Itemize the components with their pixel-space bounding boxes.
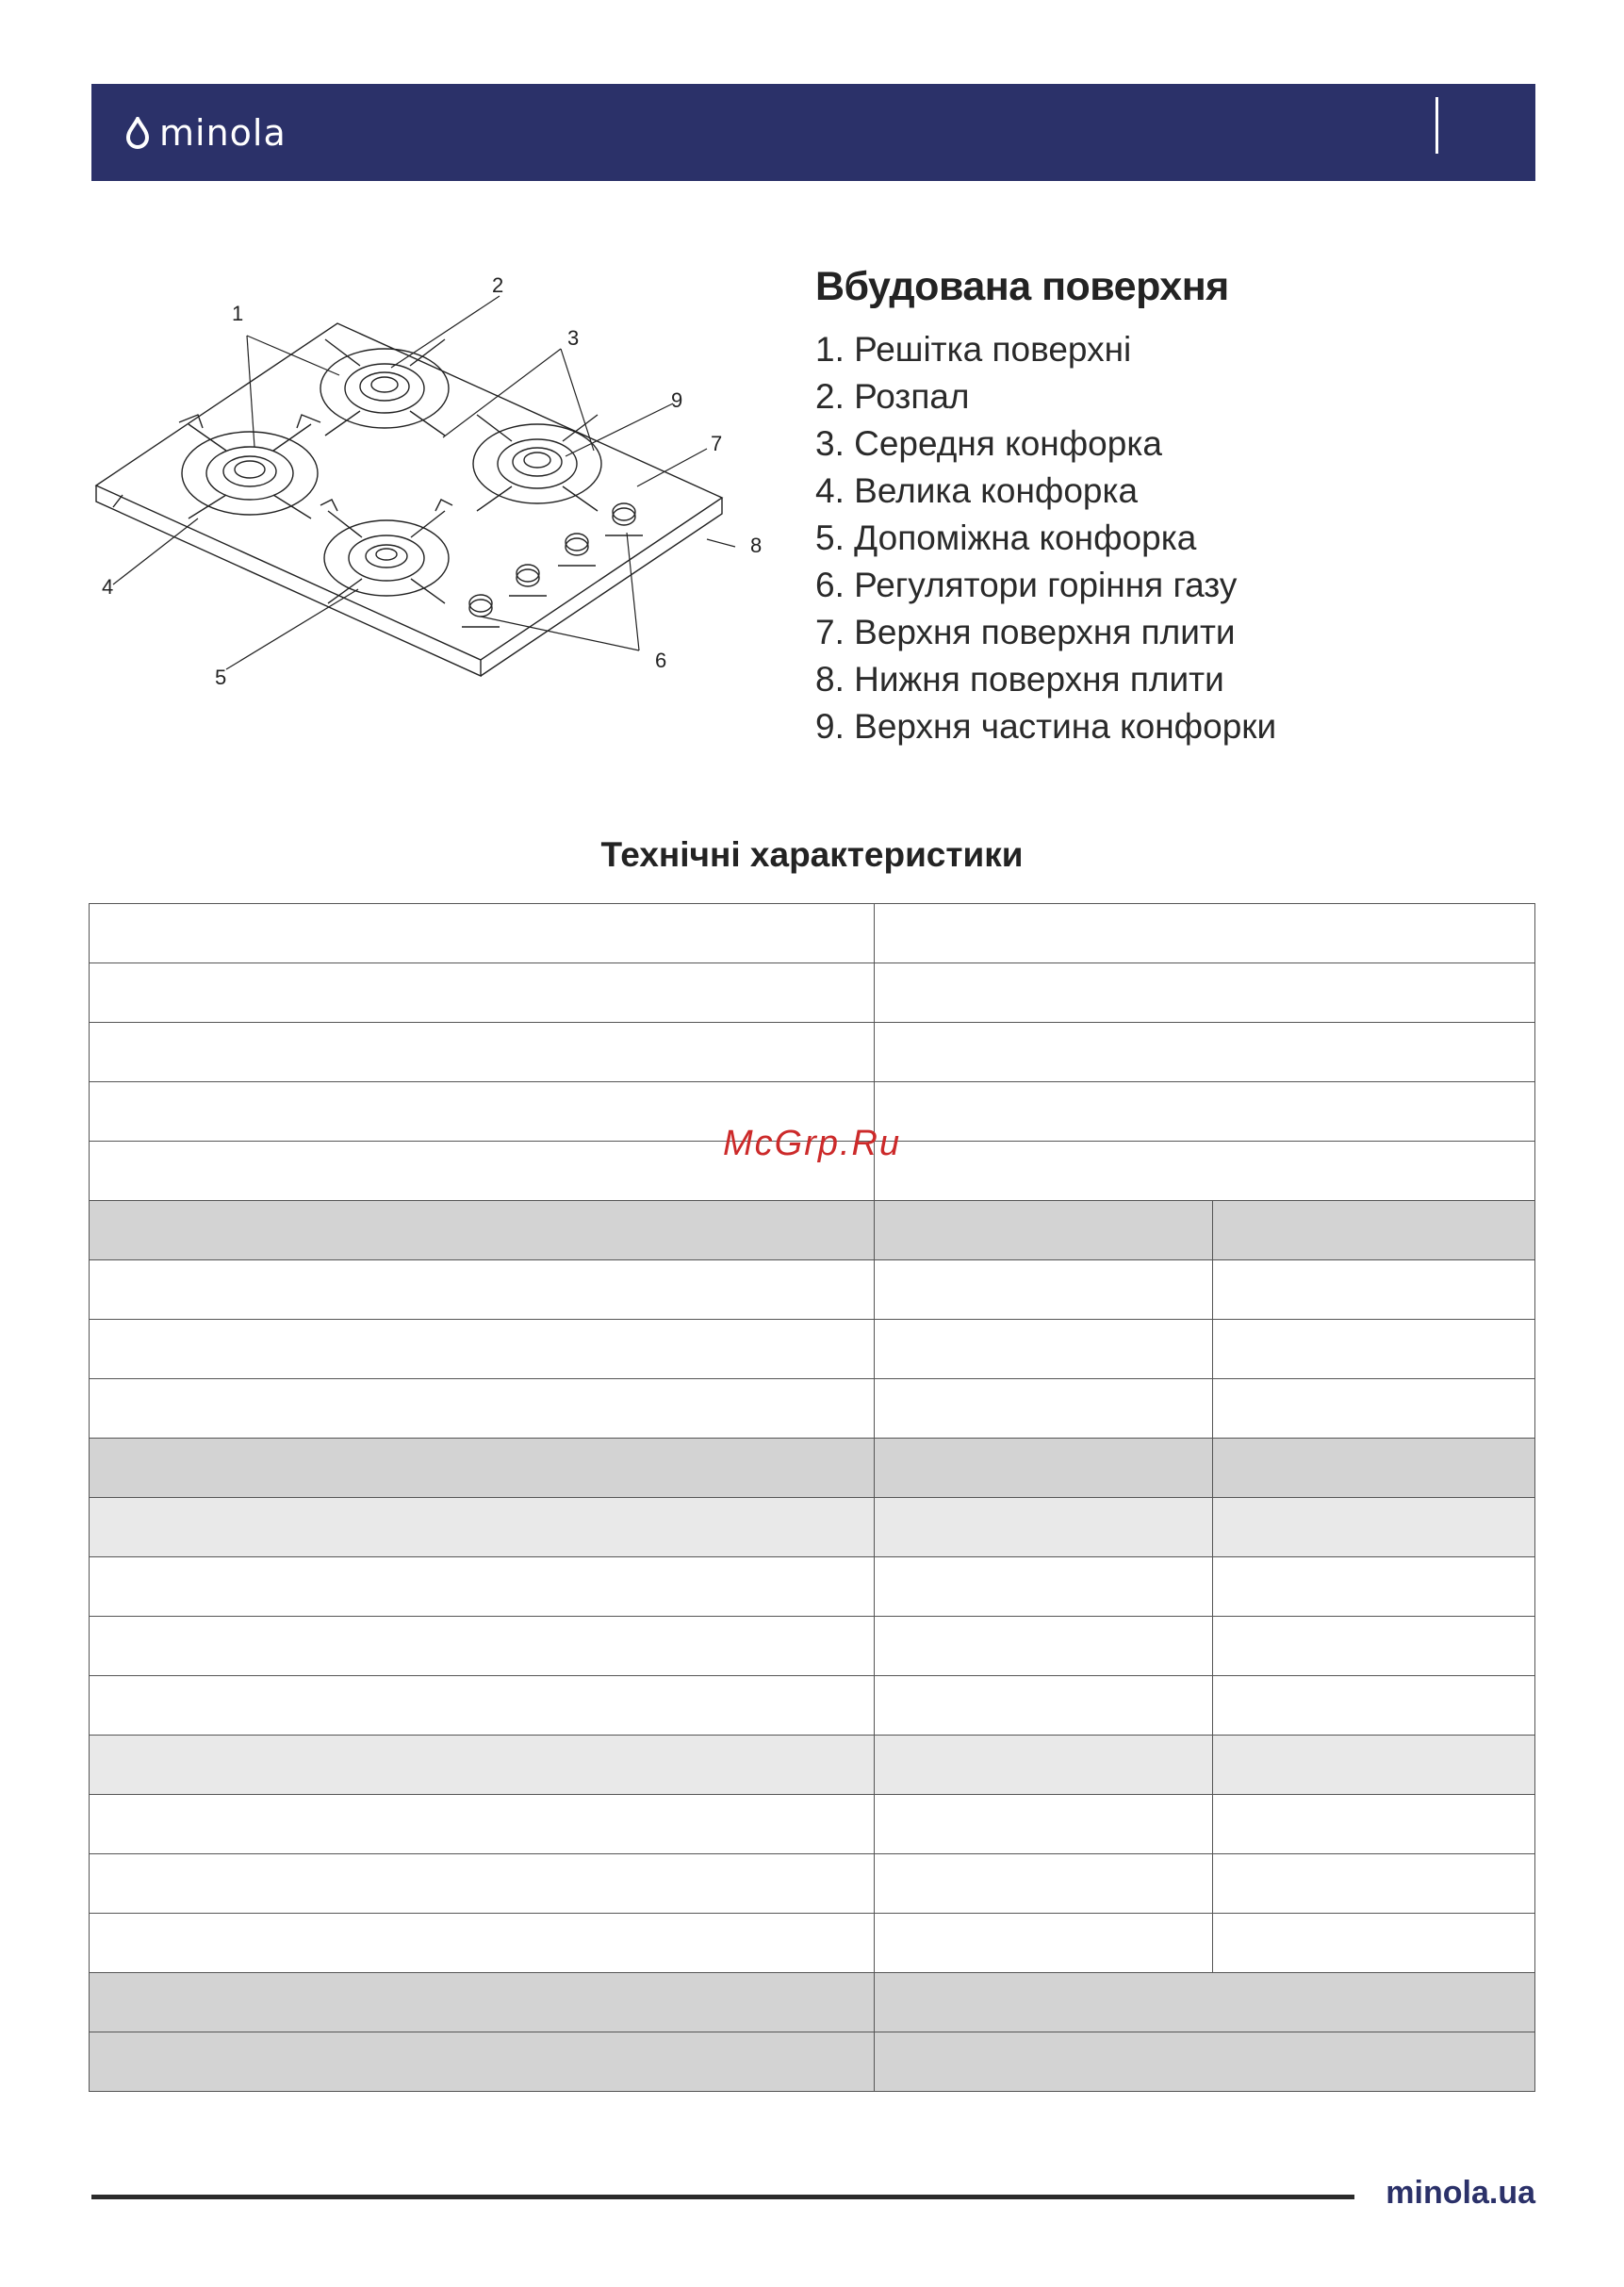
table-cell	[1213, 1439, 1535, 1498]
table-cell	[875, 1082, 1535, 1142]
table-cell	[875, 1023, 1535, 1082]
brand-logo[interactable]	[125, 112, 287, 154]
table-row	[90, 2032, 1535, 2092]
table-cell	[90, 1201, 875, 1260]
table-row	[90, 1676, 1535, 1736]
table-cell	[90, 1439, 875, 1498]
table-cell	[90, 2032, 875, 2092]
callout-1: 1	[232, 302, 244, 325]
table-cell	[90, 1498, 875, 1557]
table-cell	[1213, 1854, 1535, 1914]
table-cell	[875, 1320, 1213, 1379]
drop-icon	[125, 117, 150, 149]
callout-3: 3	[567, 326, 580, 350]
table-row	[90, 1260, 1535, 1320]
table-row	[90, 1557, 1535, 1617]
table-cell	[90, 1854, 875, 1914]
table-cell	[875, 1854, 1213, 1914]
table-cell	[875, 1914, 1213, 1973]
table-cell	[1213, 1320, 1535, 1379]
table-cell	[90, 1023, 875, 1082]
table-cell	[1213, 1914, 1535, 1973]
table-cell	[875, 1142, 1535, 1201]
hob-drawing	[85, 264, 782, 707]
table-cell	[90, 963, 875, 1023]
specs-title: Технічні характеристики	[600, 835, 1024, 874]
table-cell	[1213, 1260, 1535, 1320]
table-row	[90, 1201, 1535, 1260]
table-row	[90, 1439, 1535, 1498]
table-cell	[1213, 1557, 1535, 1617]
list-item: 9. Верхня частина конфорки	[815, 707, 1277, 746]
list-item: 6. Регулятори горіння газу	[815, 566, 1238, 604]
table-cell	[90, 904, 875, 963]
callout-6: 6	[655, 649, 667, 672]
table-cell	[875, 1973, 1535, 2032]
callout-7: 7	[711, 432, 723, 455]
list-item: 7. Верхня поверхня плити	[815, 613, 1236, 651]
list-item: 5. Допоміжна конфорка	[815, 518, 1197, 557]
table-cell	[875, 1795, 1213, 1854]
table-cell	[1213, 1676, 1535, 1736]
table-cell	[90, 1379, 875, 1439]
table-row	[90, 1617, 1535, 1676]
callout-2: 2	[492, 273, 504, 297]
list-item: 3. Середня конфорка	[815, 424, 1162, 463]
table-cell	[90, 1914, 875, 1973]
table-cell	[90, 1260, 875, 1320]
table-cell	[90, 1676, 875, 1736]
table-cell	[90, 1973, 875, 2032]
header-bar	[91, 84, 1535, 181]
table-row	[90, 1498, 1535, 1557]
table-row	[90, 1379, 1535, 1439]
table-cell	[90, 1795, 875, 1854]
watermark: McGrp.Ru	[723, 1124, 902, 1163]
table-cell	[875, 1379, 1213, 1439]
table-cell	[90, 1557, 875, 1617]
table-cell	[875, 904, 1535, 963]
table-cell	[90, 1320, 875, 1379]
callout-4: 4	[102, 575, 114, 599]
table-cell	[90, 1736, 875, 1795]
table-cell	[875, 1676, 1213, 1736]
table-row	[90, 1973, 1535, 2032]
table-cell	[1213, 1498, 1535, 1557]
product-title: Вбудована поверхня	[815, 264, 1229, 309]
table-row	[90, 1320, 1535, 1379]
table-cell	[1213, 1201, 1535, 1260]
table-cell	[875, 2032, 1535, 2092]
table-cell	[875, 963, 1535, 1023]
table-cell	[875, 1439, 1213, 1498]
table-cell	[1213, 1379, 1535, 1439]
callout-9: 9	[671, 388, 683, 412]
footer-link[interactable]: minola.ua	[1386, 2175, 1535, 2211]
table-row	[90, 1914, 1535, 1973]
table-cell	[1213, 1795, 1535, 1854]
table-cell	[875, 1498, 1213, 1557]
table-row	[90, 963, 1535, 1023]
callout-5: 5	[215, 666, 227, 689]
callout-8: 8	[750, 534, 763, 557]
brand-name: minola	[159, 112, 287, 154]
list-item: 2. Розпал	[815, 377, 970, 416]
table-cell	[875, 1201, 1213, 1260]
list-item: 8. Нижня поверхня плити	[815, 660, 1224, 699]
table-cell	[875, 1617, 1213, 1676]
table-cell	[1213, 1617, 1535, 1676]
table-row	[90, 1854, 1535, 1914]
table-cell	[1213, 1736, 1535, 1795]
footer-divider	[91, 2195, 1354, 2199]
table-cell	[875, 1736, 1213, 1795]
parts-list	[815, 326, 1276, 750]
list-item: 1. Решітка поверхні	[815, 330, 1132, 369]
table-cell	[875, 1260, 1213, 1320]
specs-table	[89, 903, 1535, 2092]
hob-diagram	[85, 264, 782, 707]
table-row	[90, 1023, 1535, 1082]
list-item: 4. Велика конфорка	[815, 471, 1139, 510]
table-cell	[90, 1617, 875, 1676]
table-row	[90, 1795, 1535, 1854]
table-row	[90, 1736, 1535, 1795]
table-cell	[875, 1557, 1213, 1617]
table-row	[90, 904, 1535, 963]
header-divider	[1435, 97, 1438, 154]
